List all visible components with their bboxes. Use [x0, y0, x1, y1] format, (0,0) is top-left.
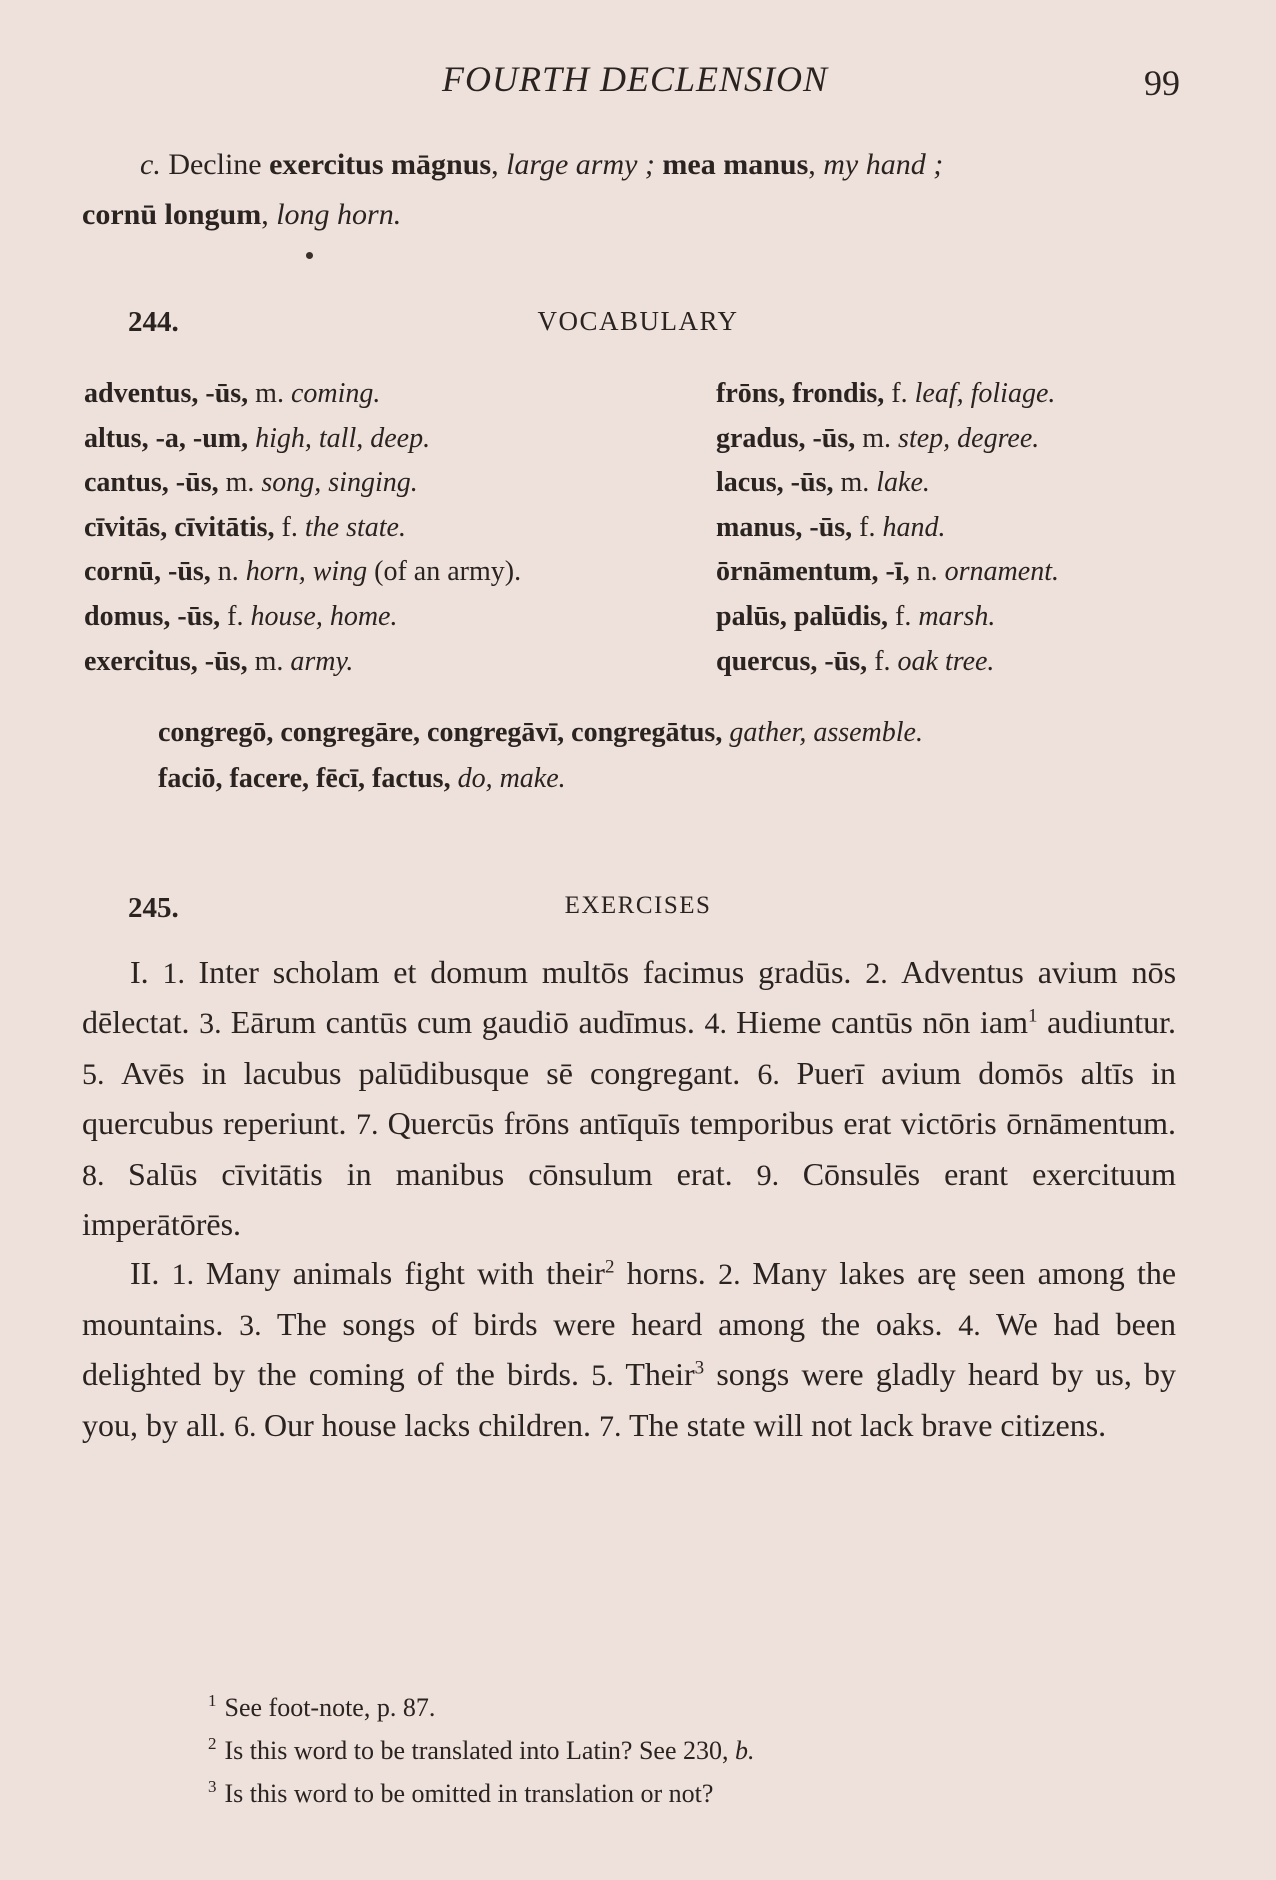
vocabulary-entry — [84, 595, 521, 640]
text-run: f. — [859, 511, 883, 543]
ink-smudge — [306, 252, 313, 259]
exercise-number: 1. — [171, 1258, 206, 1292]
page-header — [80, 58, 1190, 108]
vocabulary-entry — [84, 550, 521, 595]
text-run: Cōnsulēs erant exercituum imperātōrēs. — [82, 1155, 1177, 1243]
text-run: the state. — [304, 511, 406, 543]
exercise-number: 7. — [356, 1108, 388, 1142]
text-run: II. — [130, 1255, 172, 1292]
instruction-line — [82, 190, 1182, 240]
text-run: cīvitās, cīvitātis, — [84, 511, 282, 543]
text-run: cornū longum — [82, 198, 262, 231]
footnote-marker: 2 — [208, 1734, 217, 1754]
text-run: army. — [290, 645, 354, 677]
vocabulary-entry — [84, 417, 521, 462]
text-run: altus, -a, -um, — [84, 422, 256, 454]
text-run: exercitus māgnus — [269, 148, 492, 181]
section-title: EXERCISES — [564, 892, 712, 919]
text-run: hand. — [882, 511, 946, 543]
text-run: adventus, -ūs, — [84, 378, 256, 409]
exercise-number: 5. — [82, 1057, 122, 1091]
section-title: VOCABULARY — [537, 306, 739, 336]
text-run: c. — [140, 148, 169, 181]
text-run: do, make. — [457, 763, 566, 794]
text-run: exercitus, -ūs, — [84, 645, 255, 677]
text-run: f. — [874, 645, 898, 677]
text-run: n. — [217, 556, 246, 588]
text-run: songs were gladly heard by us, by you, by all. — [82, 1356, 1177, 1443]
text-run: Their — [625, 1356, 695, 1393]
vocabulary-entry — [84, 506, 521, 551]
vocabulary-entry — [716, 372, 1059, 417]
text-run: f. — [227, 600, 251, 632]
verb-entry — [158, 756, 923, 802]
text-run: large army ; — [506, 148, 655, 181]
footnote-marker: 3 — [694, 1357, 705, 1379]
text-run: Hieme cantūs nōn iam — [736, 1004, 1029, 1041]
exercise-number: 4. — [958, 1308, 997, 1342]
text-run: coming. — [290, 378, 381, 409]
text-run: my hand ; — [823, 148, 944, 181]
vocabulary-column-left — [84, 372, 521, 684]
text-run: manus, -ūs, — [716, 511, 860, 543]
text-run: step, degree. — [898, 422, 1040, 454]
text-run: m. — [254, 645, 291, 677]
text-run: gradus, -ūs, — [716, 422, 863, 454]
text-run: Avēs in lacubus palūdibusque sē congregant. — [121, 1054, 758, 1091]
text-run: quercus, -ūs, — [716, 645, 875, 677]
exercise-number: 9. — [756, 1158, 803, 1192]
exercise-number: 1. — [162, 957, 199, 990]
text-run: faciō, facere, fēcī, factus, — [158, 763, 458, 794]
text-run: Many animals fight with their — [205, 1255, 605, 1292]
text-run: m. — [225, 467, 262, 499]
instruction-line — [82, 140, 1182, 190]
text-run: audiuntur. — [1037, 1004, 1177, 1041]
text-run: Many lakes arę seen among the mountains. — [82, 1255, 1177, 1342]
verb-list — [158, 710, 923, 802]
text-run: f. — [281, 511, 305, 543]
page-number: 99 — [1144, 63, 1180, 103]
section-number: 245. — [128, 892, 179, 924]
text-run: , — [808, 148, 824, 181]
text-run: f. — [891, 378, 915, 409]
text-run: leaf, foliage. — [914, 378, 1056, 409]
exercise-number: 2. — [718, 1258, 753, 1292]
text-run: f. — [895, 600, 919, 632]
text-run: high, tall, deep. — [255, 422, 431, 454]
text-run: Puerī avium domōs altīs in quercubus reperiunt. — [82, 1054, 1177, 1142]
text-run: gather, assemble. — [729, 717, 923, 748]
exercise-number: 6. — [757, 1057, 797, 1091]
exercise-number: 4. — [704, 1007, 737, 1041]
text-run: Is this word to be omitted in translation or not? — [224, 1779, 714, 1808]
vocabulary-entry — [716, 506, 1059, 551]
text-run: frōns, frondis, — [716, 378, 892, 409]
footnote-marker: 1 — [1028, 1005, 1038, 1027]
exercise-part-two — [82, 1249, 1176, 1451]
exercise-number: 8. — [82, 1158, 129, 1192]
section-number: 244. — [128, 306, 179, 338]
vocabulary-entry — [716, 595, 1059, 640]
exercise-number: 2. — [865, 957, 902, 990]
text-run: domus, -ūs, — [84, 600, 228, 632]
text-run: Is this word to be translated into Latin? See 230, — [224, 1736, 736, 1765]
text-run: Decline — [168, 148, 270, 181]
text-run: n. — [916, 556, 945, 588]
text-run: lacus, -ūs, — [716, 467, 841, 499]
footnotes — [208, 1686, 755, 1815]
vocabulary-entry — [716, 550, 1059, 595]
text-run: long horn. — [276, 198, 402, 231]
exercise-part-one — [82, 948, 1176, 1249]
vocabulary-entry — [716, 417, 1059, 462]
text-run: The state will not lack brave citizens. — [629, 1406, 1107, 1443]
text-run: Adventus avium nōs dēlectat. — [82, 954, 1177, 1041]
vocabulary-column-right — [716, 372, 1059, 684]
footnote-marker: 3 — [208, 1777, 217, 1797]
text-run: house, home. — [250, 600, 398, 632]
exercise-number: 7. — [599, 1409, 629, 1443]
vocabulary-entry — [716, 461, 1059, 506]
text-run: palūs, palūdis, — [716, 600, 895, 632]
verb-entry — [158, 710, 923, 756]
exercise-number: 3. — [239, 1308, 277, 1342]
vocabulary-entry — [84, 461, 521, 506]
text-run: oak tree. — [897, 645, 995, 677]
text-run: I. — [130, 954, 163, 990]
vocabulary-entry — [84, 640, 521, 685]
vocabulary-entry — [84, 372, 521, 417]
text-run: Quercūs frōns antīquīs temporibus erat victōris ōrnāmentum. — [387, 1105, 1177, 1142]
text-run: b. — [735, 1736, 755, 1765]
exercise-number: 6. — [233, 1409, 264, 1443]
decline-instruction — [82, 140, 1182, 240]
text-run: congregō, congregāre, congregāvī, congregātus, — [158, 717, 730, 748]
footnote-marker: 2 — [604, 1256, 615, 1278]
text-run: m. — [255, 378, 291, 409]
exercise-number: 5. — [591, 1359, 626, 1393]
vocabulary-entry — [716, 640, 1059, 685]
text-run: lake. — [876, 467, 930, 499]
footnote-marker: 1 — [208, 1691, 217, 1711]
running-head: FOURTH DECLENSION — [441, 59, 829, 99]
text-run: mea manus — [662, 148, 809, 181]
text-run: song, singing. — [261, 467, 418, 499]
text-run: Inter scholam et domum multōs facimus gradūs. — [198, 954, 866, 990]
text-run: Our house lacks children. — [263, 1406, 599, 1443]
text-run: ōrnāmentum, -ī, — [716, 556, 917, 588]
text-run: horns. — [614, 1255, 719, 1292]
exercises-body — [82, 948, 1176, 1451]
footnote — [208, 1729, 755, 1772]
text-run: See foot-note, p. 87. — [224, 1693, 436, 1722]
text-run: Salūs cīvitātis in manibus cōnsulum erat. — [128, 1155, 757, 1192]
footnote — [208, 1772, 755, 1815]
text-run: Eārum cantūs cum gaudiō audīmus. — [230, 1004, 705, 1041]
text-run: , — [261, 198, 277, 231]
text-run: The songs of birds were heard among the oaks. — [276, 1305, 959, 1342]
text-run: , — [491, 148, 507, 181]
text-run: m. — [862, 422, 899, 454]
text-run: horn, wing — [245, 556, 368, 588]
text-run: (of an army). — [367, 556, 522, 588]
text-run: cornū, -ūs, — [84, 556, 218, 588]
footnote — [208, 1686, 755, 1729]
text-run: m. — [840, 467, 877, 499]
text-run: marsh. — [918, 600, 996, 632]
text-run: We had been delighted by the coming of the birds. — [82, 1305, 1177, 1393]
text-run: ornament. — [944, 556, 1059, 588]
text-run: cantus, -ūs, — [84, 467, 226, 499]
exercise-number: 3. — [199, 1007, 231, 1041]
